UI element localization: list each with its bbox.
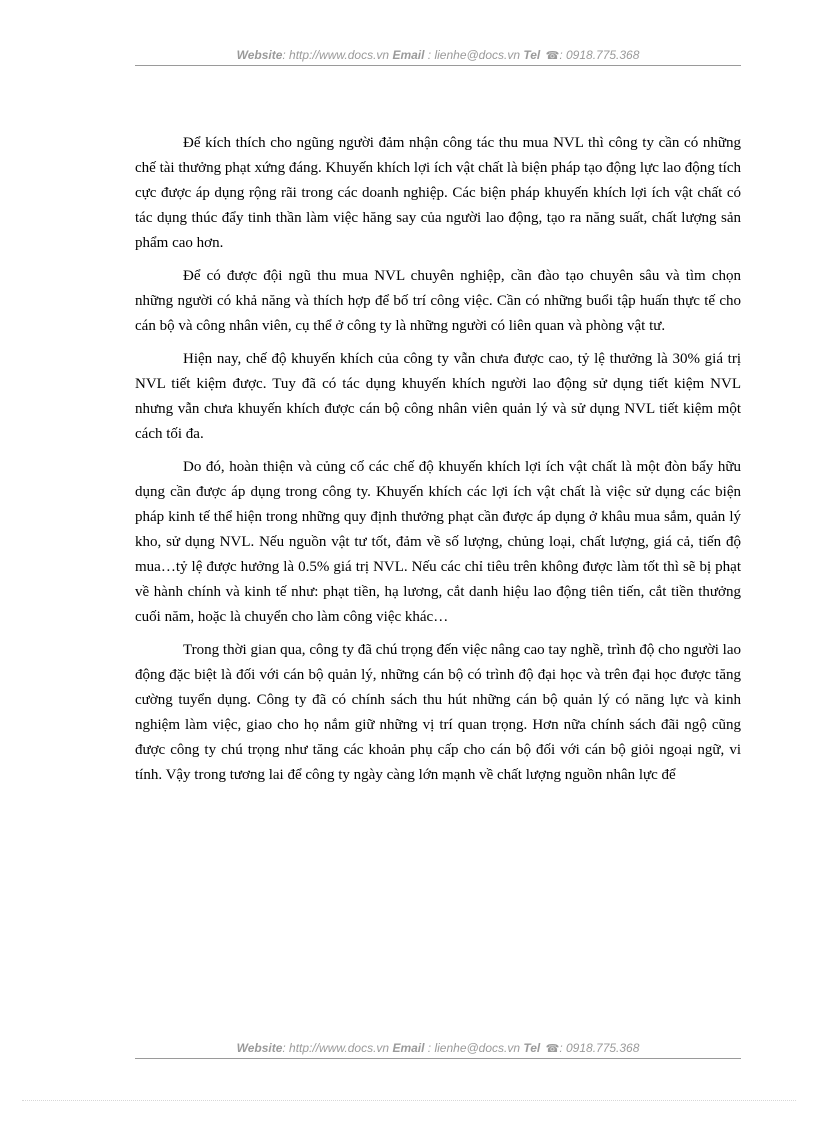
header-email-link[interactable]: : lienhe@docs.vn bbox=[427, 48, 521, 62]
paragraph-2: Để có được đội ngũ thu mua NVL chuyên nghiệp, cần đào tạo chuyên sâu và tìm chọn những người có khả năng và thích hợp để bố trí công việc. Cần có những buổi tập huấn thực tế cho cán bộ và công nhân viên, cụ thể ở công ty là những người có liên quan và phòng vật tư. bbox=[135, 268, 741, 334]
footer-email-label: Email bbox=[392, 1041, 425, 1055]
page-footer bbox=[135, 1041, 741, 1059]
header-email-label: Email bbox=[392, 48, 425, 62]
phone-icon: ☎ bbox=[545, 1043, 560, 1055]
header-website-label: Website bbox=[236, 48, 283, 62]
footer-tel-value: : 0918.775.368 bbox=[559, 1041, 640, 1055]
paragraph-5: Trong thời gian qua, công ty đã chú trọng đến việc nâng cao tay nghề, trình độ cho người lao động đặc biệt là đối với cán bộ quản lý, những cán bộ có trình độ đại học và trên đại học được tăng cường tuyển dụng. Công ty đã có chính sách thu hút những cán bộ quản lý có năng lực và kinh nghiệm làm việc, giao cho họ nắm giữ những vị trí quan trọng. Hơn nữa chính sách đãi ngộ cũng được công ty chú trọng như tăng các khoản phụ cấp cho cán bộ đối với cán bộ giỏi ngoại ngữ, vi tính. Vậy trong tương lai để công ty ngày càng lớn mạnh về chất lượng nguồn nhân lực để bbox=[135, 642, 741, 783]
paragraph-3: Hiện nay, chế độ khuyến khích của công ty vẫn chưa được cao, tỷ lệ thưởng là 30% giá trị NVL tiết kiệm được. Tuy đã có tác dụng khuyến khích người lao động sử dụng tiết kiệm NVL nhưng vẫn chưa khuyến khích được cán bộ công nhân viên quản lý và sử dụng NVL tiết kiệm một cách tối đa. bbox=[135, 351, 741, 442]
footer-email-link[interactable]: : lienhe@docs.vn bbox=[427, 1041, 521, 1055]
document-body bbox=[135, 131, 741, 796]
paragraph-1: Để kích thích cho ngũng người đảm nhận công tác thu mua NVL thì công ty cần có những chế tài thưởng phạt xứng đáng. Khuyến khích lợi ích vật chất là biện pháp tạo động lực lao động tích cực được áp dụng rộng rãi trong các doanh nghiệp. Các biện pháp khuyến khích lợi ích vật chất có tác dụng thúc đẩy tinh thần làm việc hăng say của người lao động, tạo ra năng suất, chất lượng sản phẩm cao hơn. bbox=[135, 135, 741, 251]
page-bottom-divider bbox=[22, 1100, 796, 1101]
page-header bbox=[135, 48, 741, 66]
header-tel-value: : 0918.775.368 bbox=[559, 48, 640, 62]
phone-icon: ☎ bbox=[545, 50, 560, 62]
header-tel-label: Tel bbox=[523, 48, 541, 62]
footer-tel-label: Tel bbox=[523, 1041, 541, 1055]
footer-website-link[interactable]: : http://www.docs.vn bbox=[282, 1041, 390, 1055]
paragraph-4: Do đó, hoàn thiện và củng cố các chế độ khuyến khích lợi ích vật chất là một đòn bẩy hữu dụng cần được áp dụng trong công ty. Khuyến khích các lợi ích vật chất là việc sử dụng các biện pháp kinh tế thể hiện trong những quy định thưởng phạt cần được áp dụng ở khâu mua sắm, quản lý kho, sử dụng NVL. Nếu nguồn vật tư tốt, đảm về số lượng, chủng loại, chất lượng, giá cả, tiến độ mua…tỷ lệ được hưởng là 0.5% giá trị NVL. Nếu các chỉ tiêu trên không được làm tốt thì sẽ bị phạt về hành chính và kinh tế như: phạt tiền, hạ lương, cắt danh hiệu lao động tiên tiến, cắt tiền thưởng cuối năm, hoặc là chuyển cho làm công việc khác… bbox=[135, 459, 741, 625]
header-website-link[interactable]: : http://www.docs.vn bbox=[282, 48, 390, 62]
footer-website-label: Website bbox=[236, 1041, 283, 1055]
